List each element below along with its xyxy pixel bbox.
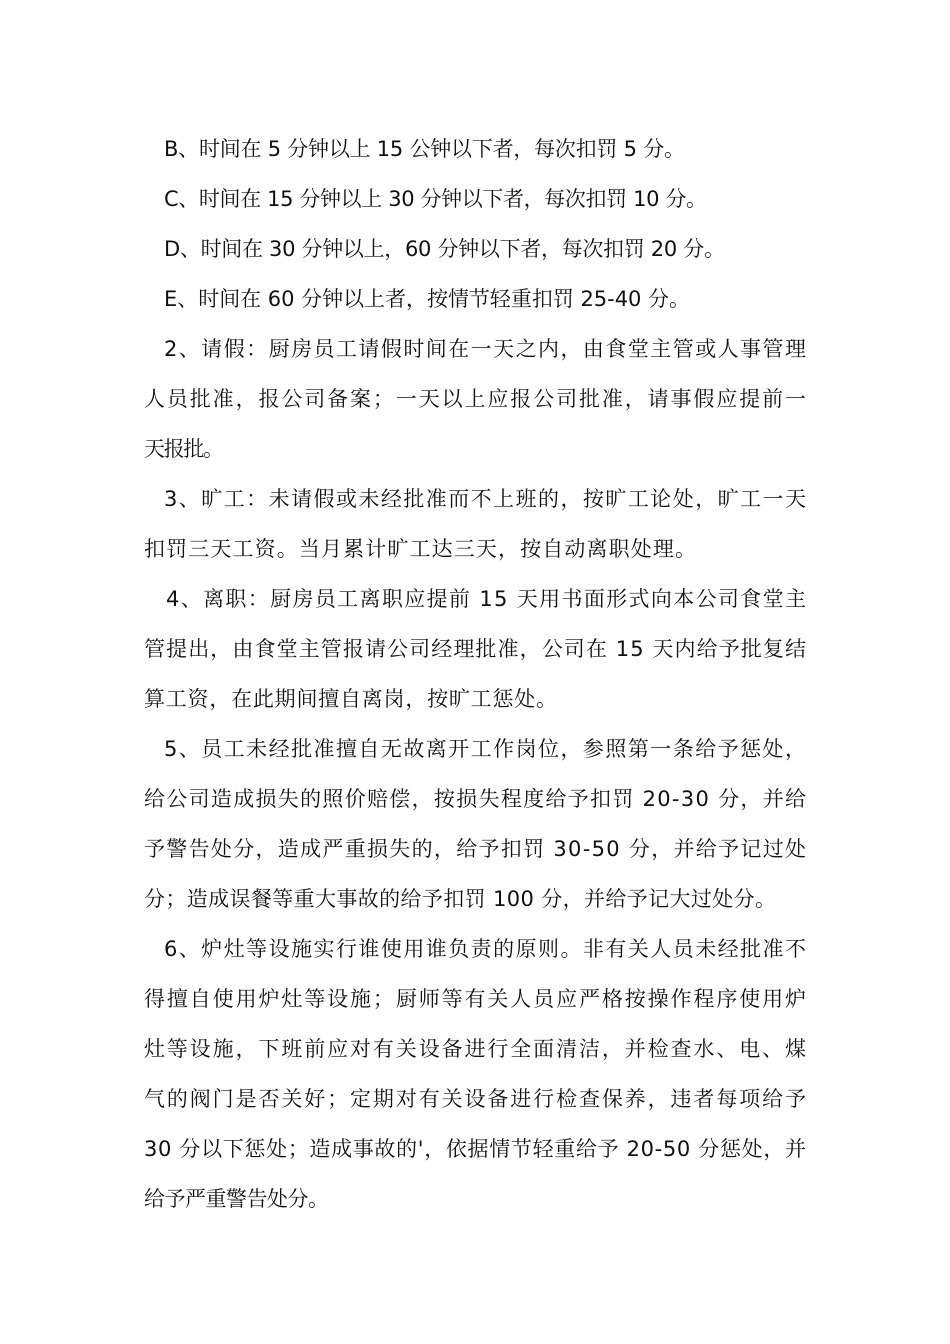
text-line: 给公司造成损失的照价赔偿，按损失程度给予扣罚 20-30 分，并给: [144, 787, 808, 811]
text-line: D、时间在 30 分钟以上，60 分钟以下者，每次扣罚 20 分。: [164, 237, 725, 261]
text-line: 扣罚三天工资。当月累计旷工达三天，按自动离职处理。: [144, 537, 698, 561]
text-line: 6、炉灶等设施实行谁使用谁负责的原则。非有关人员未经批准不: [164, 937, 808, 961]
text-line: C、时间在 15 分钟以上 30 分钟以下者，每次扣罚 10 分。: [164, 187, 707, 211]
text-line: 气的阀门是否关好；定期对有关设备进行检查保养，违者每项给予: [144, 1087, 808, 1111]
text-line: 2、请假：厨房员工请假时间在一天之内，由食堂主管或人事管理: [164, 337, 808, 361]
text-line: 分；造成误餐等重大事故的给予扣罚 100 分，并给予记大过处分。: [144, 887, 777, 911]
text-line: 得擅自使用炉灶等设施；厨师等有关人员应严格按操作程序使用炉: [144, 987, 808, 1011]
text-line: 算工资，在此期间擅自离岗，按旷工惩处。: [144, 687, 558, 711]
text-line: 4、离职：厨房员工离职应提前 15 天用书面形式向本公司食堂主: [166, 587, 808, 611]
text-line: 人员批准，报公司备案；一天以上应报公司批准，请事假应提前一: [144, 387, 808, 411]
text-line: 灶等设施，下班前应对有关设备进行全面清洁，并检查水、电、煤: [144, 1037, 808, 1061]
text-line: 30 分以下惩处；造成事故的'，依据情节轻重给予 20-50 分惩处，并: [144, 1137, 807, 1161]
text-line: 天报批。: [144, 437, 223, 461]
text-line: 5、员工未经批准擅自无故离开工作岗位，参照第一条给予惩处，: [164, 737, 808, 761]
text-line: 管提出，由食堂主管报请公司经理批准，公司在 15 天内给予批复结: [144, 637, 808, 661]
text-line: B、时间在 5 分钟以上 15 公钟以下者，每次扣罚 5 分。: [164, 137, 685, 161]
text-line: 3、旷工：未请假或未经批准而不上班的，按旷工论处，旷工一天: [164, 487, 808, 511]
text-line: E、时间在 60 分钟以上者，按情节轻重扣罚 25-40 分。: [164, 287, 690, 311]
text-line: 予警告处分，造成严重损失的，给予扣罚 30-50 分，并给予记过处: [144, 837, 808, 861]
text-line: 给予严重警告处分。: [144, 1187, 329, 1211]
